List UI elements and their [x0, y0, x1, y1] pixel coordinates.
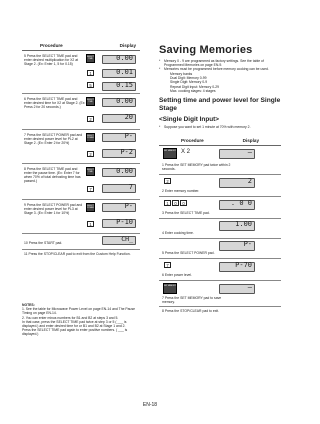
display-readout: 2	[219, 178, 255, 188]
memory-bank-line: Repeat Digit Input: Memory 0-29	[170, 84, 219, 89]
number-key[interactable]: 1	[164, 200, 171, 206]
notes-heading: NOTES:	[22, 303, 35, 307]
display-readout: P-	[219, 241, 255, 251]
display-readout: P-	[102, 203, 136, 212]
section-title: Saving Memories	[159, 44, 253, 56]
procedure-step	[22, 164, 140, 200]
procedure-step	[22, 234, 140, 250]
bullet-list	[159, 59, 281, 93]
number-key[interactable]: 2	[87, 151, 94, 157]
example-note	[159, 125, 281, 129]
number-key[interactable]: 2	[164, 178, 171, 184]
note-item: Press the SELECT TIME pad again to enter positive numbers. ( ___ is displayed.)	[22, 328, 128, 337]
display-readout: 0.00	[102, 168, 136, 177]
procedure-step	[159, 197, 281, 219]
note-item: 2. You can enter minus numbers for B1 and B2 at steps 3 and 5.	[22, 315, 119, 320]
step-text: 2 Enter memory number.	[162, 188, 200, 193]
table-header	[22, 42, 140, 51]
procedure-step	[22, 130, 140, 164]
suppose-text: * Suppose you want to set 1 minute at 70% with memory 2.	[159, 125, 281, 129]
memory-bank-line: Single Digit: Memory 0-9	[170, 80, 208, 85]
step-text: 9 Press the SELECT POWER pad and enter desired power level for PL3 at Stage 3. (Ex: Enter 1 for 10%)	[24, 203, 83, 215]
display-readout: P-	[102, 133, 136, 142]
step-text: 6 Enter power level.	[162, 272, 192, 277]
right-column	[159, 44, 281, 317]
display-readout: 1.00	[219, 221, 255, 231]
display-readout: P-2	[102, 149, 136, 158]
step-text: 11 Press the STOP/CLEAR pad to exit from the Custom Help Function.	[24, 252, 131, 256]
step-text: 5 Press the SELECT TIME pad and enter desired multiplication for X2 at Stage 2. (Ex: Enter 1, 5 for 0.15)	[24, 54, 79, 66]
procedure-step	[159, 146, 281, 175]
display-readout: P-70	[219, 262, 255, 272]
display-readout: —	[219, 284, 255, 294]
display-readout: . 0 0	[219, 200, 255, 210]
subsection-subtitle: <Single Digit Input>	[159, 115, 220, 123]
note-item: In that case, press the SELECT TIME pad twice at step 3 or 5 ( ___ is displayed.) and enter desired time for or B1 and B2 at Stage 1 and 2.	[22, 319, 127, 329]
left-procedure-table	[22, 42, 140, 264]
note-item: 1. See the table for Microwave Power Level on page EN-14 and The Pause Timing on page EN-14.	[22, 307, 136, 316]
step-text: 7 Press the SET MEMORY pad to save memory.	[162, 295, 222, 304]
step-text: 8 Press the SELECT TIME pad and enter the pause time. (Ex: Enter 7 for when 70% of total defrosting time has passed.)	[24, 167, 81, 183]
procedure-step	[22, 51, 140, 94]
step-text: 7 Press the SELECT POWER pad and enter desired power level for PL2 at Stage 2. (Ex: Enter 2 for 20%)	[24, 133, 83, 145]
memory-bank-line: Memory banks	[170, 72, 193, 77]
notes-section	[22, 303, 140, 337]
select-power-button[interactable]: SELECT POWER	[86, 133, 95, 142]
table-header	[159, 137, 281, 146]
bullet-item: * Memory 0 - 9 are programmed as factory settings. See the table of Programmed Memories on page EN-9.	[159, 59, 281, 67]
select-time-button[interactable]: SELECT TIME	[86, 167, 95, 176]
bullet-item: * Memories must be programmed before memory cooking can be used.	[159, 67, 281, 71]
procedure-step	[159, 175, 281, 197]
select-time-button[interactable]: SELECT TIME	[86, 54, 95, 63]
display-readout: 20	[102, 114, 136, 123]
step-text: 5 Press the SELECT POWER pad.	[162, 250, 215, 255]
display-readout: 7	[102, 184, 136, 193]
step-text: 8 Press the STOP/CLEAR pad to exit.	[162, 308, 220, 313]
procedure-step	[159, 281, 281, 307]
procedure-step	[22, 200, 140, 234]
memory-bank-line: Max. cooking stages: 4 stages	[170, 88, 216, 93]
display-heading: Display	[242, 137, 259, 143]
select-time-button[interactable]: SELECT TIME	[86, 97, 95, 106]
display-readout: 0.01	[102, 69, 136, 78]
subsection-title: Setting time and power level for Single Stage	[159, 96, 281, 112]
step-text: 10 Press the START pad.	[24, 241, 63, 245]
number-key[interactable]: 2	[87, 116, 94, 122]
procedure-step	[159, 307, 281, 317]
display-readout: 0.15	[102, 82, 136, 91]
procedure-step	[22, 250, 140, 264]
number-key[interactable]: 0	[180, 200, 187, 206]
set-memory-button[interactable]: SET MEMORY	[163, 283, 177, 294]
number-key[interactable]: 5	[87, 82, 94, 88]
step-text: 4 Enter cooking time.	[162, 230, 194, 235]
display-readout: P-10	[102, 219, 136, 228]
number-key[interactable]: 0	[172, 200, 179, 206]
procedure-step	[159, 219, 281, 239]
procedure-heading: Procedure	[40, 43, 63, 48]
procedure-step	[159, 259, 281, 281]
press-count: X 2	[181, 148, 191, 155]
select-power-button[interactable]: SELECT POWER	[86, 203, 95, 212]
set-memory-button[interactable]: SET MEMORY	[163, 148, 177, 159]
number-key[interactable]: 1	[87, 70, 94, 76]
number-key[interactable]: 7	[164, 262, 171, 268]
display-readout: 0.00	[102, 55, 136, 64]
step-text: 3 Press the SELECT TIME pad.	[162, 210, 210, 215]
display-heading: Display	[119, 43, 136, 48]
display-readout: 0.00	[102, 98, 136, 107]
procedure-step	[22, 94, 140, 130]
step-text: 1 Press the SET MEMORY pad twice within 2 seconds.	[162, 162, 231, 171]
display-readout: —	[219, 149, 255, 159]
memory-banks-list	[159, 72, 281, 92]
procedure-heading: Procedure	[181, 137, 204, 143]
display-readout: CH_	[102, 236, 136, 245]
number-key[interactable]: 1	[87, 221, 94, 227]
memory-bank-line: Dual Digit: Memory 0-99	[170, 76, 207, 81]
step-text: 6 Press the SELECT TIME pad and enter desired time for X2 at Stage 2. (Ex: Press 2 for 20 seconds.)	[24, 97, 86, 109]
number-key[interactable]: 7	[87, 186, 94, 192]
procedure-step	[159, 239, 281, 259]
page-number: EN-18	[142, 402, 158, 408]
